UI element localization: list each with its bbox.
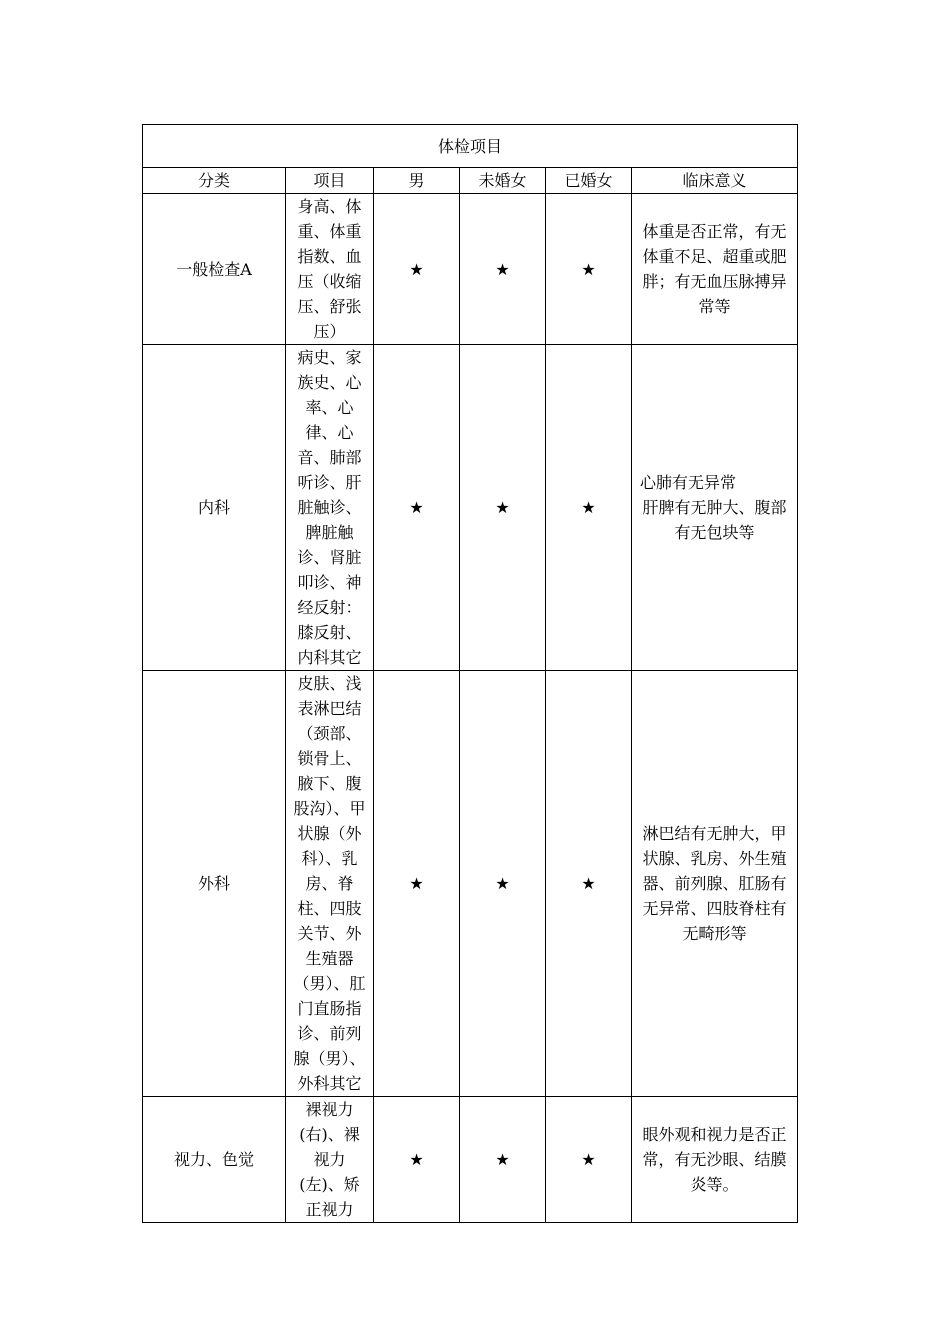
row-items: 裸视力(右)、裸视力(左)、矫正视力 [299,1100,360,1219]
row-items-cell [286,1097,374,1223]
row-items-cell [286,671,374,1097]
table-row [143,345,798,671]
header-clinical-meaning: 临床意义 [632,168,798,194]
row-meaning-line-2: 肝脾有无肿大、腹部有无包块等 [642,498,787,542]
header-category: 分类 [143,168,286,194]
header-unmarried-female: 未婚女 [460,168,546,194]
header-row [143,168,798,194]
male-star: ★ [374,1097,460,1223]
married-female-star: ★ [546,671,632,1097]
table-row [143,671,798,1097]
male-star: ★ [374,194,460,345]
row-category: 内科 [143,345,286,671]
table-title: 体检项目 [143,125,798,168]
header-male: 男 [374,168,460,194]
table-row [143,194,798,345]
row-category: 一般检查A [143,194,286,345]
row-meaning-cell [632,671,798,1097]
row-items-cell [286,345,374,671]
married-female-star: ★ [546,1097,632,1223]
row-category: 视力、色觉 [143,1097,286,1223]
row-items-cell [286,194,374,345]
row-meaning: 眼外观和视力是否正常，有无沙眼、结膜炎等。 [642,1125,787,1194]
unmarried-female-star: ★ [460,1097,546,1223]
row-meaning-cell [632,194,798,345]
row-meaning-line-1: 心肺有无异常 [640,473,737,492]
header-married-female: 已婚女 [546,168,632,194]
row-items: 身高、体重、体重指数、血压（收缩压、舒张压） [297,197,362,341]
married-female-star: ★ [546,345,632,671]
row-meaning-cell [632,1097,798,1223]
row-category: 外科 [143,671,286,1097]
table-row [143,1097,798,1223]
row-meaning-cell [632,345,798,671]
row-items: 皮肤、浅表淋巴结（颈部、锁骨上、腋下、腹股沟）、甲状腺（外科）、乳房、脊柱、四肢关节、外生殖器（男）、肛门直肠指诊、前列腺（男）、外科其它 [293,674,366,1093]
male-star: ★ [374,671,460,1097]
male-star: ★ [374,345,460,671]
unmarried-female-star: ★ [460,345,546,671]
exam-items-table [142,124,798,1223]
row-meaning: 体重是否正常，有无体重不足、超重或肥胖；有无血压脉搏异常等 [642,222,787,316]
unmarried-female-star: ★ [460,194,546,345]
married-female-star: ★ [546,194,632,345]
row-items: 病史、家族史、心率、心律、心音、肺部听诊、肝脏触诊、脾脏触诊、肾脏叩诊、神经反射：膝反射、内科其它 [297,348,362,667]
row-meaning: 淋巴结有无肿大，甲状腺、乳房、外生殖器、前列腺、肛肠有无异常、四肢脊柱有无畸形等 [642,824,787,943]
header-items: 项目 [286,168,374,194]
unmarried-female-star: ★ [460,671,546,1097]
